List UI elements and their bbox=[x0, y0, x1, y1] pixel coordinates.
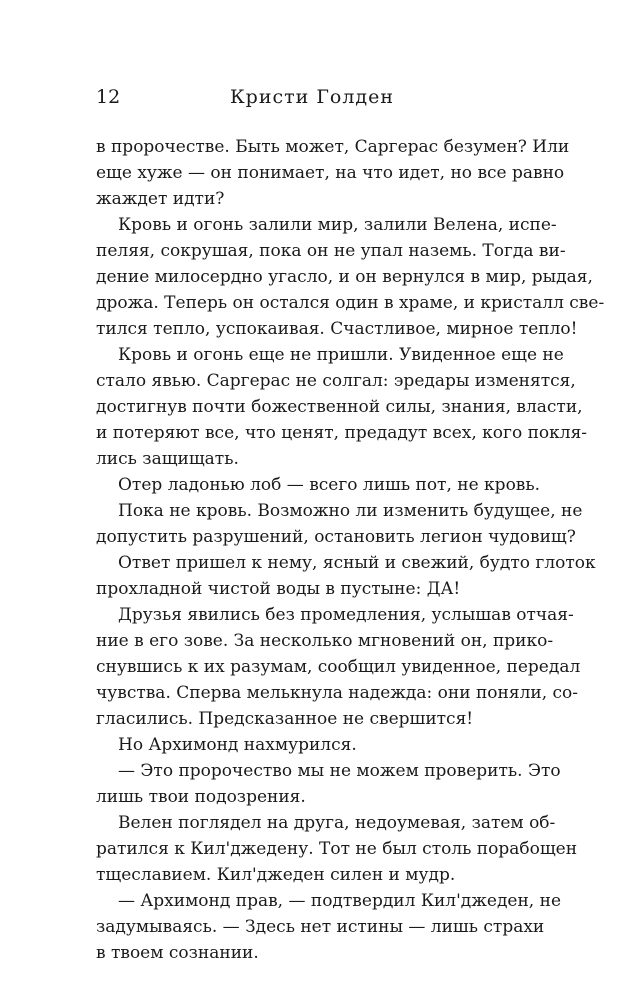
text-line: и потеряют все, что ценят, предадут всех, кого покля- bbox=[96, 423, 588, 443]
text-line: достигнув почти божественной силы, знания, власти, bbox=[96, 397, 583, 417]
text-line: Велен поглядел на друга, недоумевая, затем об- bbox=[118, 813, 556, 833]
page-number: 12 bbox=[96, 86, 121, 108]
text-line: — Архимонд прав, — подтвердил Кил'джеден, не bbox=[118, 891, 562, 911]
text-line: в твоем сознании. bbox=[96, 943, 259, 963]
text-line: Но Архимонд нахмурился. bbox=[118, 735, 357, 755]
text-line: допустить разрушений, остановить легион чудовищ? bbox=[96, 527, 576, 547]
text-line: ратился к Кил'джедену. Тот не был столь порабощен bbox=[96, 839, 578, 859]
text-line: пеляя, сокрушая, пока он не упал наземь. Тогда ви- bbox=[96, 241, 566, 261]
text-line: Кровь и огонь еще не пришли. Увиденное еще не bbox=[118, 345, 564, 365]
text-line: жаждет идти? bbox=[96, 189, 225, 209]
text-line: Кровь и огонь залили мир, залили Велена, испе- bbox=[118, 215, 557, 235]
text-line: — Это пророчество мы не можем проверить. Это bbox=[118, 761, 561, 781]
text-line: задумываясь. — Здесь нет истины — лишь страхи bbox=[96, 917, 545, 937]
text-line: чувства. Сперва мелькнула надежда: они поняли, со- bbox=[96, 683, 579, 703]
text-line: ние в его зове. За несколько мгновений он, прико- bbox=[96, 631, 554, 651]
text-line: гласились. Предсказанное не свершится! bbox=[96, 709, 474, 729]
text-line: дрожа. Теперь он остался один в храме, и кристалл све- bbox=[96, 293, 605, 313]
text-body bbox=[96, 134, 605, 966]
text-line: тщеславием. Кил'джеден силен и мудр. bbox=[96, 865, 456, 885]
book-author-title: Кристи Голден bbox=[229, 86, 395, 108]
text-line: стало явью. Саргерас не солгал: эредары изменятся, bbox=[96, 371, 576, 391]
text-line: лись защищать. bbox=[96, 449, 239, 469]
text-line: дение милосердно угасло, и он вернулся в мир, рыдая, bbox=[96, 267, 593, 287]
text-line: прохладной чистой воды в пустыне: ДА! bbox=[96, 579, 461, 599]
text-line: Ответ пришел к нему, ясный и свежий, будто глоток bbox=[118, 553, 596, 573]
text-line: в пророчестве. Быть может, Саргерас безумен? Или bbox=[96, 137, 570, 157]
text-line: тился тепло, успокаивая. Счастливое, мирное тепло! bbox=[96, 319, 578, 339]
text-line: Отер ладонью лоб — всего лишь пот, не кровь. bbox=[118, 475, 541, 495]
text-line: снувшись к их разумам, сообщил увиденное, передал bbox=[96, 657, 581, 677]
text-line: Пока не кровь. Возможно ли изменить будущее, не bbox=[118, 501, 583, 521]
text-line: Друзья явились без промедления, услышав отчая- bbox=[118, 605, 574, 625]
running-head bbox=[96, 86, 528, 116]
text-line: лишь твои подозрения. bbox=[96, 787, 306, 807]
text-line: еще хуже — он понимает, на что идет, но все равно bbox=[96, 163, 565, 183]
